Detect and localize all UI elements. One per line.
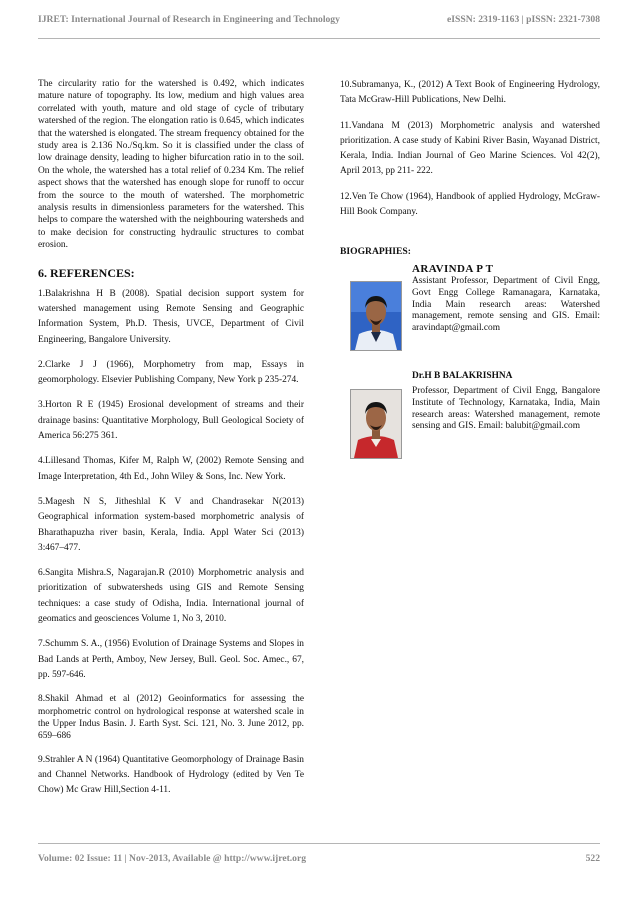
- author-description-2: Professor, Department of Civil Engg, Bangalore Institute of Technology, Karnataka, India, Main research areas: Watershed management, remote sensing and GIS. Email: balubit@gmail.com: [412, 386, 600, 432]
- right-column: [340, 78, 600, 479]
- left-column: [38, 78, 304, 809]
- volume-info: Volume: 02 Issue: 11 | Nov-2013, Available @ http://www.ijret.org: [38, 853, 307, 864]
- reference-4: 4.Lillesand Thomas, Kifer M, Ralph W, (2002) Remote Sensing and Image Interpretation, 4th Ed., John Wiley & Sons, Inc. New York.: [38, 456, 304, 482]
- author-photo-1: [350, 281, 402, 351]
- journal-name: IJRET: International Journal of Research in Engineering and Technology: [38, 14, 340, 25]
- page-footer: [38, 853, 600, 864]
- header-divider: [38, 38, 600, 39]
- page-header: [38, 14, 600, 25]
- reference-12: 12.Ven Te Chow (1964), Handbook of applied Hydrology, McGraw-Hill Book Company.: [340, 191, 600, 218]
- reference-3: 3.Horton R E (1945) Erosional development of streams and their drainage basins: Quantitative Morphology, Bull Geological Society of America 56:275 361.: [38, 400, 304, 442]
- page-number: 522: [585, 853, 600, 864]
- reference-10: 10.Subramanya, K., (2012) A Text Book of Engineering Hydrology, Tata McGraw-Hill Publications, New Delhi.: [340, 80, 600, 106]
- reference-2: 2.Clarke J J (1966), Morphometry from map, Essays in geomorphology. Elsevier Publishing Company, New York p 235-274.: [38, 359, 304, 386]
- reference-11: 11.Vandana M (2013) Morphometric analysis and watershed prioritization. A case study of Kabini River Basin, Wayanad District, Kerala, India. Indian Journal of Geo Marine Sciences. Vol 42(2), April 2013, pp 211- 222.: [340, 120, 600, 177]
- footer-divider: [38, 843, 600, 844]
- biographies-heading: BIOGRAPHIES:: [340, 246, 411, 258]
- biography-1: [340, 263, 600, 371]
- issn: eISSN: 2319-1163 | pISSN: 2321-7308: [447, 14, 600, 25]
- reference-5: 5.Magesh N S, Jitheshlal K V and Chandrasekar N(2013) Geographical information system-based morphometric analysis of Bharathapuzha river basin, Kerala, India. Appl Water Sci (2013) 3:467–477.: [38, 496, 304, 553]
- reference-8: 8.Shakil Ahmad et al (2012) Geoinformatics for assessing the morphometric control on hydrological response at watershed scale in the Upper Indus Basin. J. Earth Syst. Sci. 121, No. 3. June 2012, pp. 659–686: [38, 694, 304, 742]
- biography-2: [340, 371, 600, 479]
- author-name-2: Dr.H B BALAKRISHNA: [412, 371, 513, 382]
- author-photo-2: [350, 389, 402, 459]
- reference-6: 6.Sangita Mishra.S, Nagarajan.R (2010) Morphometric analysis and prioritization of subwatersheds using GIS and Remote Sensing techniques: a case study of Odisha, India. International journal of geomatics and geosciences Volume 1, No 3, 2010.: [38, 568, 304, 625]
- author-photo-1-illustration: [351, 282, 401, 350]
- reference-9: 9.Strahler A N (1964) Quantitative Geomorphology of Drainage Basin and Channel Networks. Handbook of Hydrology (edited by Ven Te Chow) Mc Graw Hill,Section 4-11.: [38, 754, 304, 796]
- biography-2-text: [412, 371, 600, 432]
- biography-1-text: [412, 263, 600, 334]
- author-photo-2-illustration: [351, 390, 401, 458]
- references-heading: 6. REFERENCES:: [38, 265, 135, 280]
- author-name-1: ARAVINDA P T: [412, 263, 494, 276]
- body-paragraph: The circularity ratio for the watershed is 0.492, which indicates mature nature of topography. Its low, medium and high values area correlated with youth, mature and old stage of cycle of tributary watershed of the region. The elongation ratio is 0.645, which indicates that the watershed is elongated. The stream frequency obtained for the study area is 2.136 No./Sq.km. So it is classified under the class of low drainage density, leading to higher bifurcation ratio in to the soil. On the whole, the watershed has a total relief of 0.234 Km. The relief aspect shows that the watershed has enough slope for runoff to occur from the source to the mouth of watershed. The morphometric analysis results in dimensionless parameters for the watershed. This helps to compare the watershed with the neighbouring watersheds and to make decision for constructing hydraulic structures to combat erosion.: [38, 79, 304, 251]
- reference-7: 7.Schumm S. A., (1956) Evolution of Drainage Systems and Slopes in Bad Lands at Perth, Amboy, New Jersey, Bull. Geol. Soc. Amec., 67, pp. 597-646.: [38, 639, 304, 680]
- reference-1: 1.Balakrishna H B (2008). Spatial decision support system for watershed management using Remote Sensing and Geographic Information System, Ph.D. Thesis, UVCE, Department of Civil Engineering, Bangalore University.: [38, 288, 304, 345]
- author-description-1: Assistant Professor, Department of Civil Engg, Govt Engg College Ramanagara, Karnataka, India Main research areas: Watershed management, remote sensing and GIS. Email: aravindapt@gmail.com: [412, 276, 600, 333]
